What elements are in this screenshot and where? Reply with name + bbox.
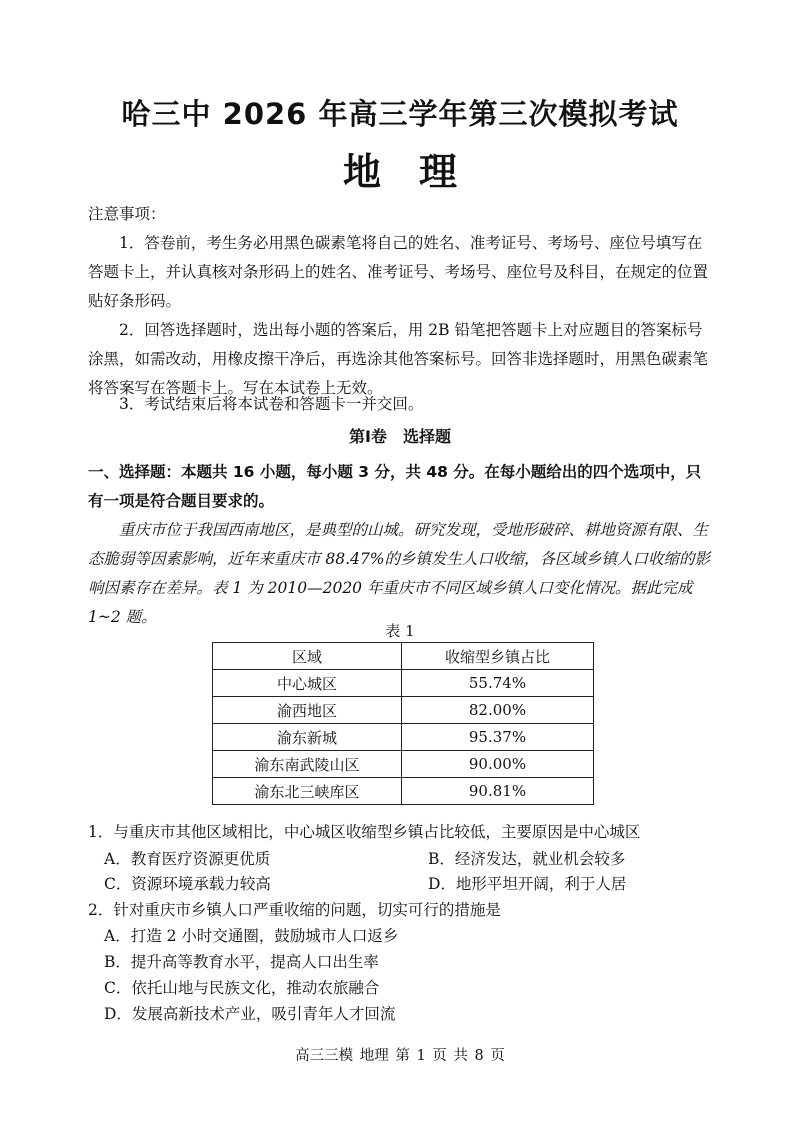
question-2-option-b: B．提升高等教育水平，提高人口出生率 [104, 953, 379, 971]
question-1-option-c: C．资源环境承载力较高 [104, 875, 271, 893]
table-cell-region: 渝东北三峡库区 [213, 778, 402, 805]
question-2-stem: 2．针对重庆市乡镇人口严重收缩的问题，切实可行的措施是 [88, 901, 501, 919]
subject-title: 地 理 [342, 150, 457, 194]
table-cell-region: 渝东南武陵山区 [213, 751, 402, 778]
note-item-3: 3．考试结束后将本试卷和答题卡一并交回。 [119, 395, 424, 413]
question-1-option-a: A．教育医疗资源更优质 [104, 850, 271, 868]
table-row [213, 751, 594, 778]
table-cell-ratio: 90.00% [402, 751, 594, 778]
note-item-1: 1．答卷前，考生务必用黑色碳素笔将自己的姓名、准考证号、考场号、座位号填写在答题卡上，并认真核对条形码上的姓名、准考证号、考场号、座位号及科目，在规定的位置贴好条形码。 [88, 234, 709, 310]
exam-title: 哈三中 2026 年高三学年第三次模拟考试 [121, 97, 679, 131]
table-header-ratio: 收缩型乡镇占比 [402, 643, 594, 670]
table-row [213, 778, 594, 805]
table-row [213, 670, 594, 697]
question-2-option-c: C．依托山地与民族文化，推动农旅融合 [104, 979, 380, 997]
table-cell-ratio: 90.81% [402, 778, 594, 805]
question-2-option-d: D．发展高新技术产业，吸引青年人才回流 [104, 1005, 396, 1023]
question-2-option-a: A．打造 2 小时交通圈，鼓励城市人口返乡 [104, 927, 399, 945]
table-cell-ratio: 82.00% [402, 697, 594, 724]
notes-heading: 注意事项： [88, 205, 166, 223]
section-title: 第Ⅰ卷 选择题 [349, 427, 451, 446]
table-cell-ratio: 95.37% [402, 724, 594, 751]
data-table [212, 642, 594, 805]
table-header-row [213, 643, 594, 670]
table-cell-region: 渝西地区 [213, 697, 402, 724]
table-header-region: 区域 [213, 643, 402, 670]
table-cell-region: 渝东新城 [213, 724, 402, 751]
table-caption: 表 1 [385, 622, 415, 640]
question-1-stem: 1．与重庆市其他区域相比，中心城区收缩型乡镇占比较低，主要原因是中心城区 [88, 823, 641, 841]
table-row [213, 724, 594, 751]
note-item-2: 2．回答选择题时，选出每小题的答案后，用 2B 铅笔把答题卡上对应题目的答案标号涂黑，如需改动，用橡皮擦干净后，再选涂其他答案标号。回答非选择题时，用黑色碳素笔将答案写在答题卡上。写在本试卷上无效。 [88, 321, 709, 397]
question-passage: 重庆市位于我国西南地区，是典型的山城。研究发现，受地形破碎、耕地资源有限、生态脆弱等因素影响，近年来重庆市 88.47%的乡镇发生人口收缩，各区域乡镇人口收缩的影响因素存在差异。表 1 为 2010—2020 年重庆市不同区域乡镇人口变化情况。据此完成 1~2 题。 [88, 521, 711, 626]
table-cell-ratio: 55.74% [402, 670, 594, 697]
question-1-option-b: B．经济发达，就业机会较多 [428, 850, 626, 868]
table-cell-region: 中心城区 [213, 670, 402, 697]
page-footer: 高三三模 地理 第 1 页 共 8 页 [295, 1048, 505, 1064]
section-instruction: 一、选择题：本题共 16 小题，每小题 3 分，共 48 分。在每小题给出的四个选项中，只有一项是符合题目要求的。 [88, 463, 702, 510]
table-row [213, 697, 594, 724]
question-1-option-d: D．地形平坦开阔，利于人居 [428, 875, 627, 893]
